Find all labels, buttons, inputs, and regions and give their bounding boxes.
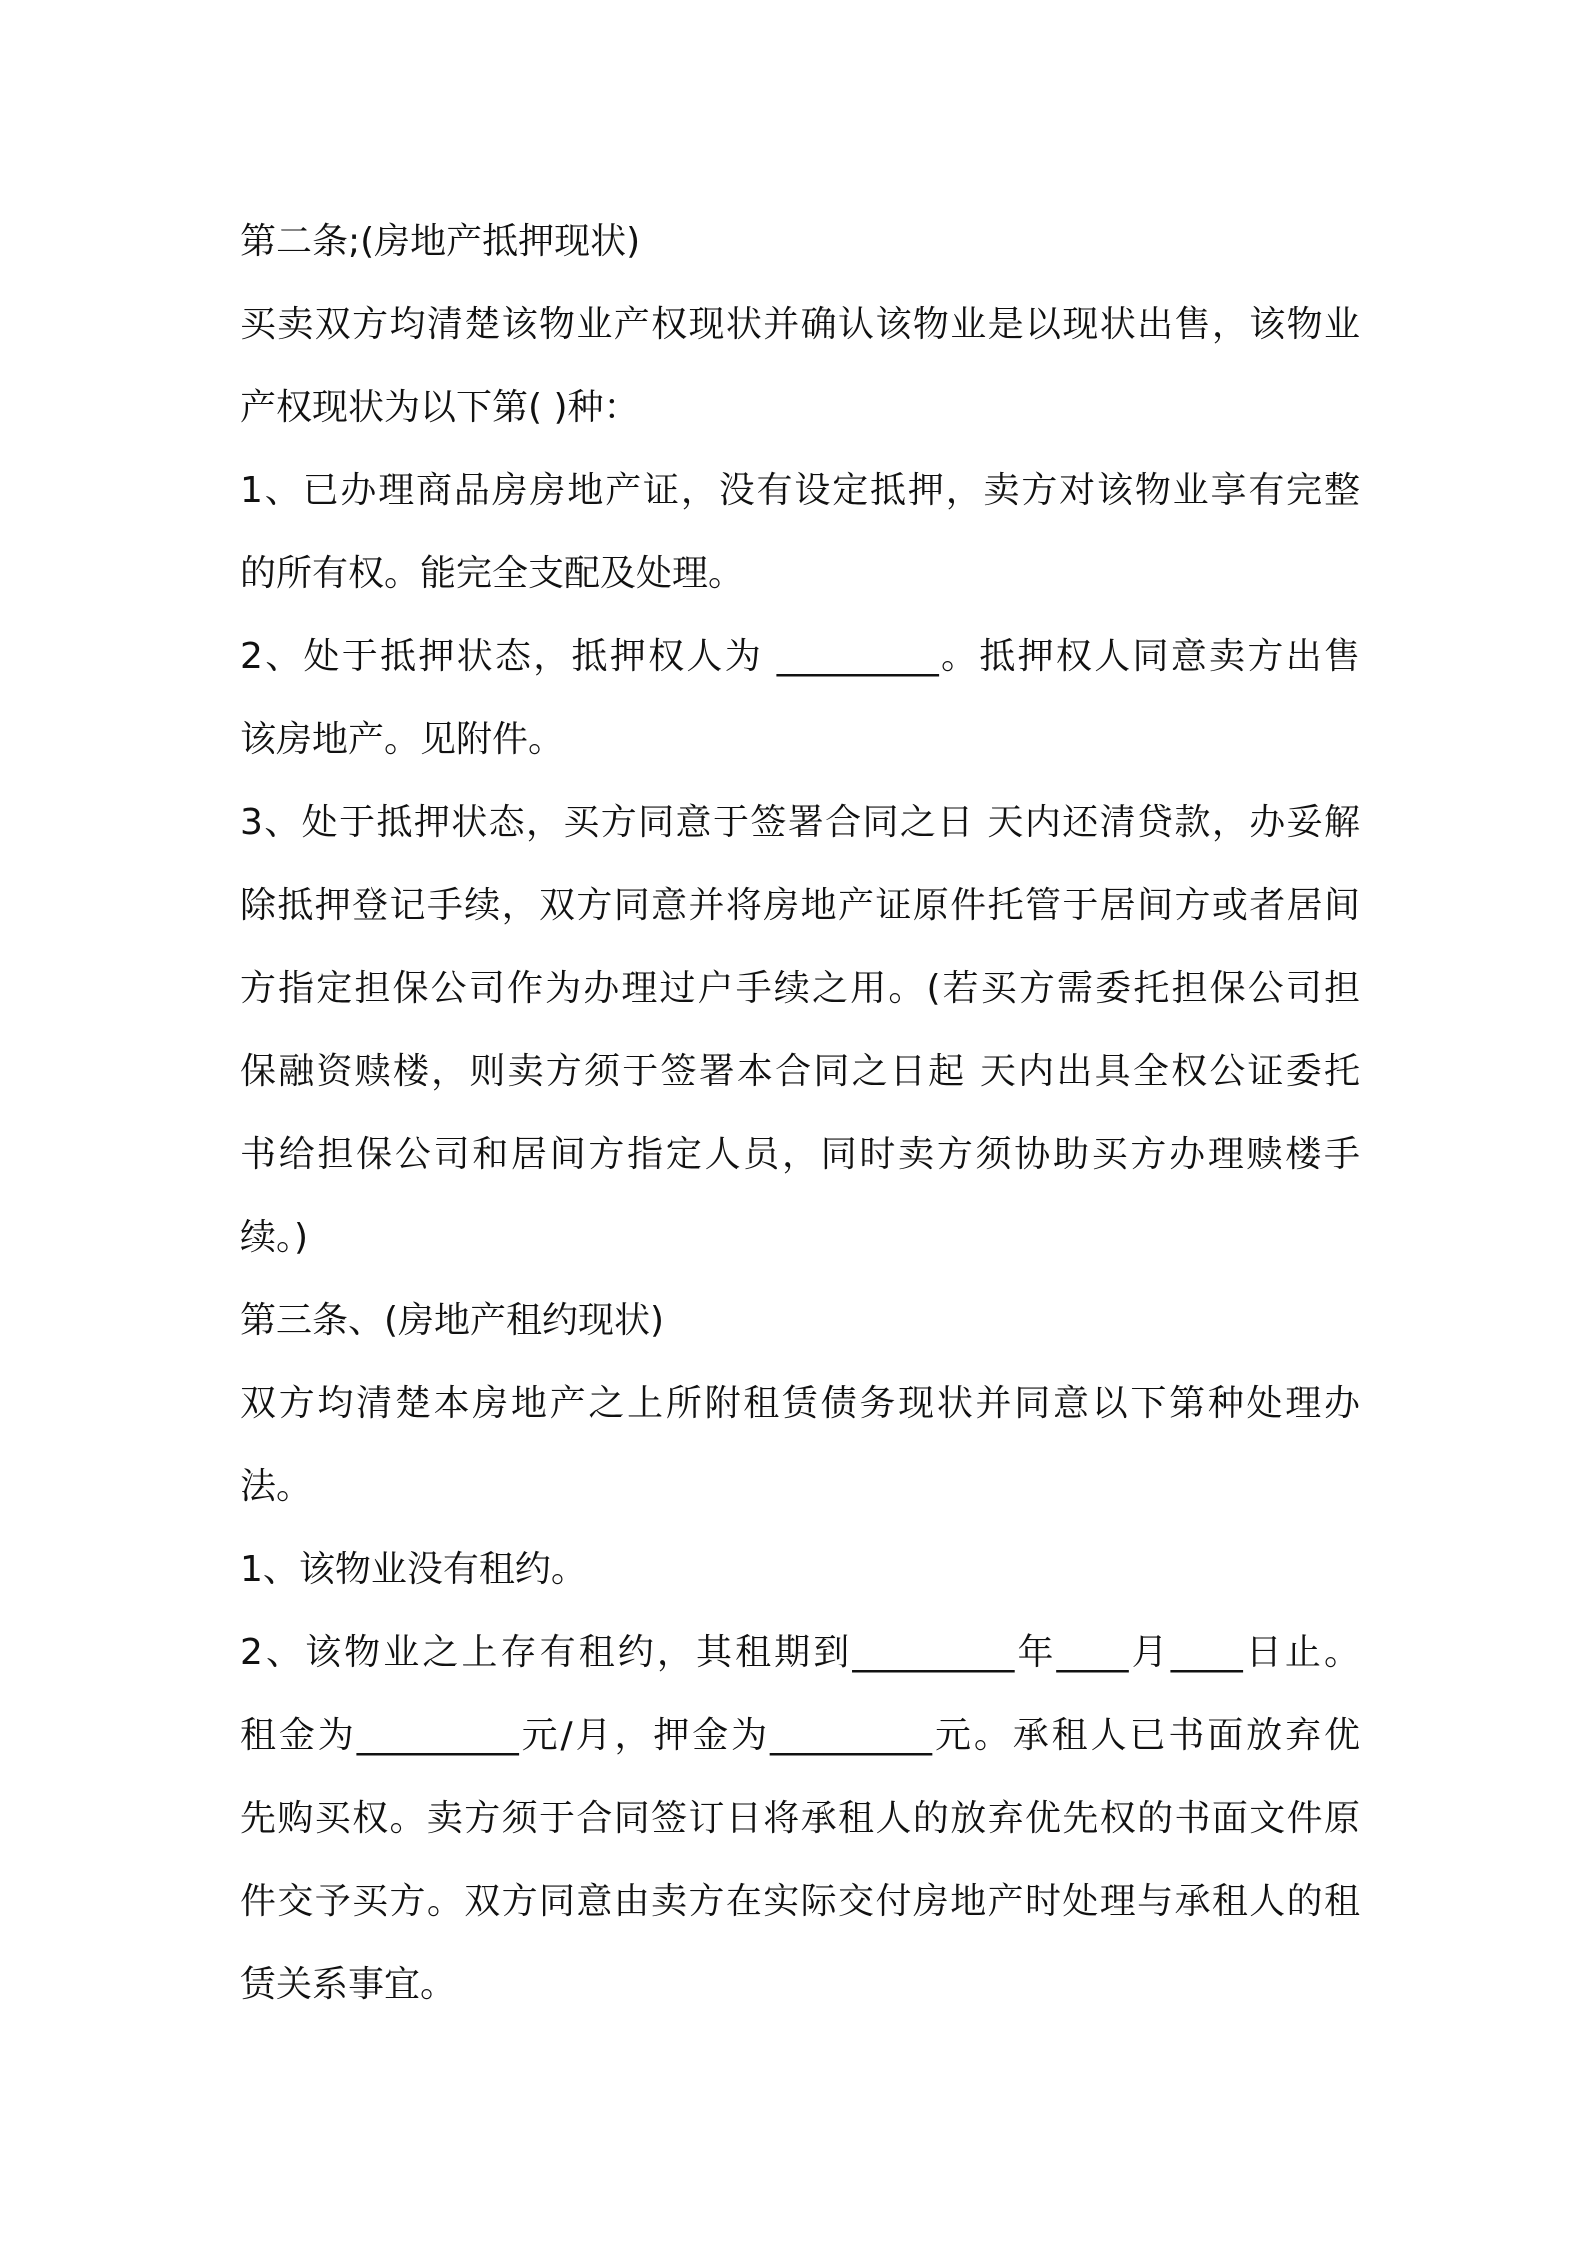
list-item-line: 1、已办理商品房房地产证，没有设定抵押，卖方对该物业享有完整 (240, 470, 1360, 511)
paragraph-line: 双方均清楚本房地产之上所附租赁债务现状并同意以下第种处理办 (240, 1383, 1360, 1424)
list-item-line: 的所有权。能完全支配及处理。 (240, 553, 745, 594)
list-item-line: 3、处于抵押状态，买方同意于签署合同之日 天内还清贷款，办妥解 (240, 802, 1360, 843)
list-item-line: 续。) (240, 1217, 309, 1258)
list-item-line: 2、该物业之上存有租约，其租期到_________年____月____日止。 (240, 1632, 1360, 1673)
list-item-line: 赁关系事宜。 (240, 1964, 457, 2005)
list-item-line: 租金为_________元/月，押金为_________元。承租人已书面放弃优 (240, 1715, 1360, 1756)
list-item-line: 2、处于抵押状态，抵押权人为 _________。抵押权人同意卖方出售 (240, 636, 1360, 677)
paragraph-line: 法。 (240, 1466, 313, 1507)
list-item-line: 除抵押登记手续，双方同意并将房地产证原件托管于居间方或者居间 (240, 885, 1360, 926)
section-heading-article-3: 第三条、(房地产租约现状) (240, 1300, 665, 1341)
list-item-line: 件交予买方。双方同意由卖方在实际交付房地产时处理与承租人的租 (240, 1881, 1360, 1922)
list-item-line: 该房地产。见附件。 (240, 719, 565, 760)
list-item-line: 1、该物业没有租约。 (240, 1549, 587, 1590)
document-body (240, 200, 1360, 2026)
list-item-line: 先购买权。卖方须于合同签订日将承租人的放弃优先权的书面文件原 (240, 1798, 1360, 1839)
list-item-line: 方指定担保公司作为办理过户手续之用。(若买方需委托担保公司担 (240, 968, 1360, 1009)
list-item-line: 保融资赎楼，则卖方须于签署本合同之日起 天内出具全权公证委托 (240, 1051, 1360, 1092)
paragraph-line: 产权现状为以下第( )种： (240, 387, 640, 428)
list-item-line: 书给担保公司和居间方指定人员，同时卖方须协助买方办理赎楼手 (240, 1134, 1360, 1175)
section-heading-article-2: 第二条;(房地产抵押现状) (240, 221, 641, 262)
paragraph-line: 买卖双方均清楚该物业产权现状并确认该物业是以现状出售，该物业 (240, 304, 1360, 345)
